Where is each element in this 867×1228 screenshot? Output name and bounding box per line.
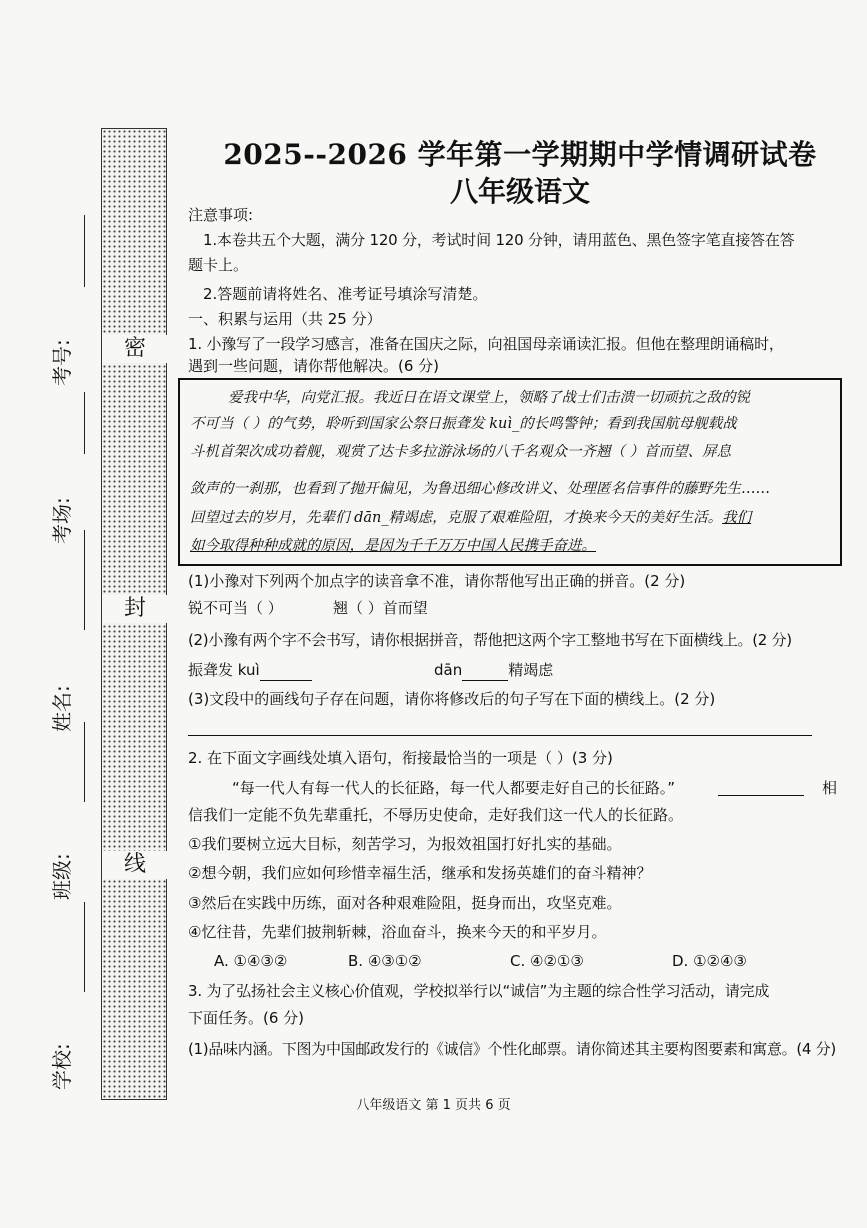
pinyin-item-b[interactable]: 翘（ ）首而望	[333, 599, 428, 617]
write-item-a	[188, 660, 312, 681]
sub-question-1: (1)小豫对下列两个加点字的读音拿不准，请你帮他写出正确的拼音。(2 分)	[188, 572, 686, 590]
fill-blank-line[interactable]	[718, 795, 804, 796]
question-2-line-1: 2. 在下面文字画线处填入语句，衔接最恰当的一项是（ ）(3 分)	[188, 749, 613, 767]
section-heading: 一、积累与运用（共 25 分）	[188, 310, 382, 328]
write-blank-a[interactable]	[260, 660, 312, 681]
passage-line-1: 爱我中华，向党汇报。我近日在语文课堂上，领略了战士们击溃一切顽抗之敌的锐	[228, 390, 750, 406]
exam-room-label: 考场:	[50, 497, 74, 544]
exam-number-line[interactable]	[84, 215, 85, 287]
exam-room-line[interactable]	[84, 392, 85, 454]
passage-line-5	[190, 508, 830, 528]
write-blank-b[interactable]	[462, 660, 508, 681]
seal-char-feng: 封	[102, 595, 168, 623]
write-item-b-prefix: dān	[434, 661, 463, 679]
question-1-line-1: 1. 小豫写了一段学习感言，准备在国庆之际，向祖国母亲诵读汇报。但他在整理朗诵稿时，	[188, 335, 784, 353]
passage-line-3: 斗机首架次成功着舰，观赏了达卡多拉游泳场的八千名观众一齐翘（ ）首而望、屏息	[190, 444, 732, 460]
school-line[interactable]	[84, 902, 85, 992]
question-3-sub-1: (1)品味内涵。下图为中国邮政发行的《诚信》个性化邮票。请你简述其主要构图要素和寓意。(4 分)	[188, 1040, 836, 1058]
notice-item-2: 2.答题前请将姓名、准考证号填涂写清楚。	[203, 285, 488, 303]
exam-number-label: 考号:	[50, 339, 74, 386]
question-2-quote-end: 相	[822, 779, 838, 797]
question-2-quote: “每一代人有每一代人的长征路，每一代人都要走好自己的长征路。”	[232, 779, 676, 797]
exam-subtitle: 八年级语文	[449, 175, 590, 208]
sentence-option-1: ①我们要树立远大目标，刻苦学习，为报效祖国打好扎实的基础。	[188, 835, 622, 853]
notice-heading: 注意事项:	[188, 206, 254, 224]
write-item-a-label: 振聋发 kuì	[188, 661, 260, 679]
passage-line-2: 不可当（ ）的气势，聆听到国家公祭日振聋发 kuì_的长鸣警钟；看到我国航母舰载战	[190, 416, 737, 432]
class-line[interactable]	[84, 722, 85, 802]
sub-question-3: (3)文段中的画线句子存在问题，请你将修改后的句子写在下面的横线上。(2 分)	[188, 690, 716, 708]
class-label: 班级:	[50, 853, 74, 900]
passage-line-5-text: 回望过去的岁月，先辈们 dān_精竭虑，克服了艰难险阻，才换来今天的美好生活。	[190, 510, 723, 526]
notice-item-1-line-1: 1.本卷共五个大题，满分 120 分，考试时间 120 分钟，请用蓝色、黑色签字笔直接答在答	[203, 231, 795, 249]
exam-title: 2025--2026 学年第一学期期中学情调研试卷	[223, 138, 817, 171]
question-1-line-2: 遇到一些问题，请你帮他解决。(6 分)	[188, 357, 440, 375]
sentence-option-2: ②想今朝，我们应如何珍惜幸福生活，继承和发扬英雄们的奋斗精神？	[188, 864, 652, 882]
seal-char-xian: 线	[102, 851, 168, 879]
notice-item-1-line-2: 题卡上。	[188, 256, 249, 274]
write-item-b-suffix: 精竭虑	[508, 661, 554, 679]
choice-a[interactable]: A. ①④③②	[214, 952, 288, 970]
underlined-sentence-end: 如今取得种种成就的原因，是因为千千万万中国人民携手奋进。	[190, 538, 596, 554]
sentence-option-3: ③然后在实践中历练，面对各种艰难险阻，挺身而出，攻坚克难。	[188, 894, 622, 912]
question-3-line-1: 3. 为了弘扬社会主义核心价值观，学校拟举行以“诚信”为主题的综合性学习活动，请完成	[188, 982, 770, 1000]
sentence-option-4: ④忆往昔，先辈们披荆斩棘，浴血奋斗，换来今天的和平岁月。	[188, 923, 607, 941]
sub-question-2: (2)小豫有两个字不会书写，请你根据拼音，帮他把这两个字工整地书写在下面横线上。(2 分)	[188, 631, 792, 649]
school-label: 学校:	[50, 1043, 74, 1090]
page-footer: 八年级语文 第 1 页共 6 页	[356, 1098, 511, 1113]
underlined-sentence-start: 我们	[722, 510, 752, 526]
question-2-line-3: 信我们一定能不负先辈重托，不辱历史使命，走好我们这一代人的长征路。	[188, 806, 684, 824]
name-label: 姓名:	[50, 685, 74, 732]
choice-c[interactable]: C. ④②①③	[510, 952, 584, 970]
name-line[interactable]	[84, 530, 85, 630]
write-item-b	[434, 660, 553, 681]
passage-line-4: 敛声的一刹那，也看到了抛开偏见，为鲁迅细心修改讲义、处理匿名信事件的藤野先生……	[190, 481, 770, 497]
pinyin-item-a[interactable]: 锐不可当（ ）	[188, 599, 283, 617]
question-3-line-2: 下面任务。(6 分)	[188, 1009, 305, 1027]
answer-line[interactable]	[188, 735, 812, 736]
seal-char-mi: 密	[102, 335, 168, 363]
choice-b[interactable]: B. ④③①②	[348, 952, 422, 970]
binding-strip	[101, 128, 167, 1100]
choice-d[interactable]: D. ①②④③	[672, 952, 747, 970]
